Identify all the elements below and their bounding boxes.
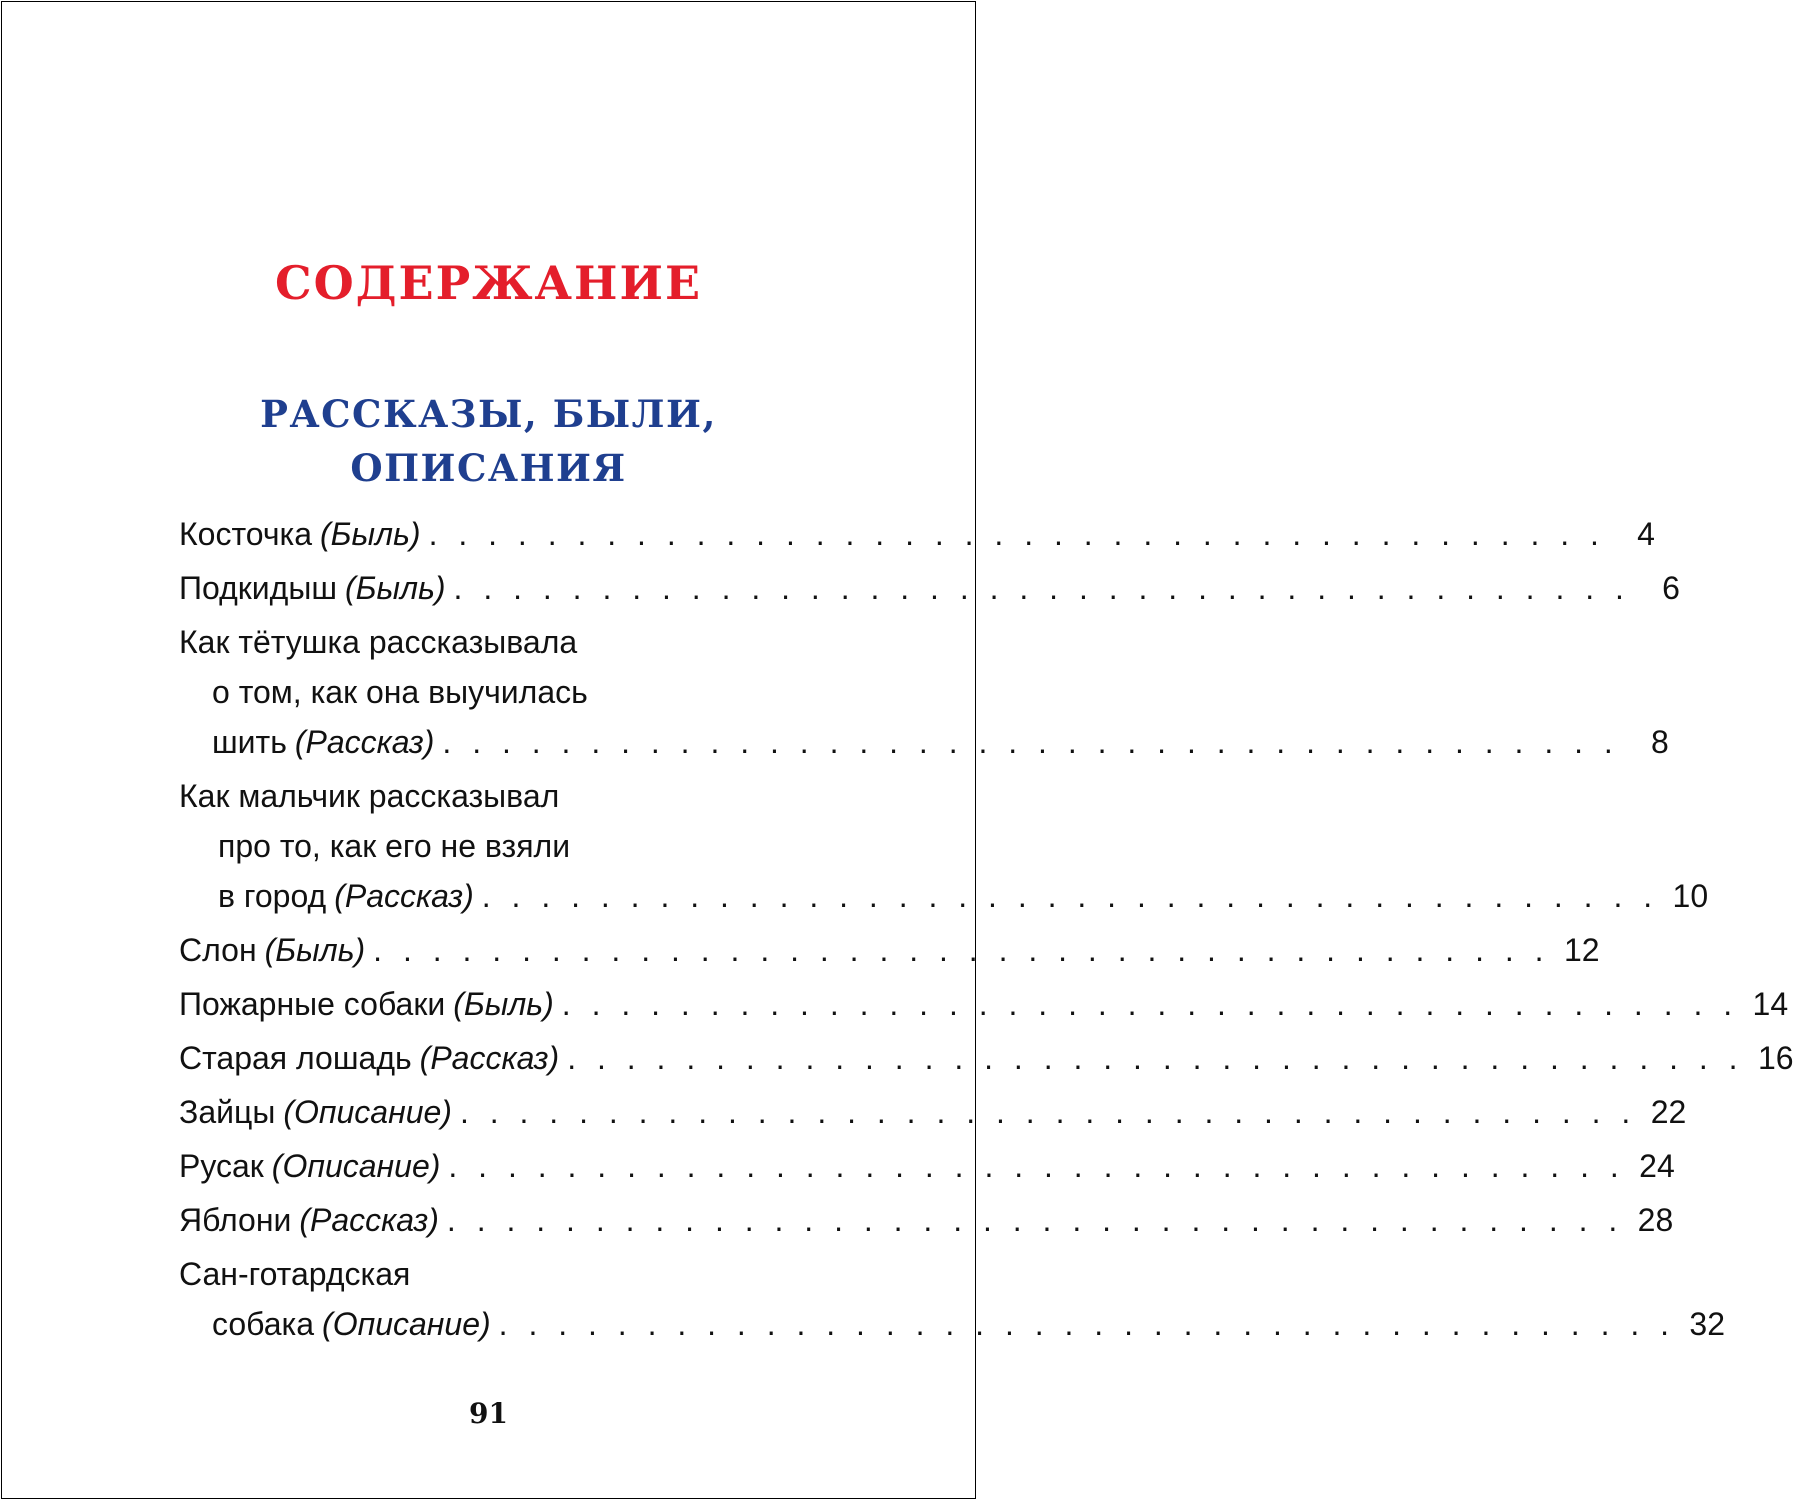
toc-entry-genre: (Описание) xyxy=(271,1148,441,1184)
toc-entry-line xyxy=(179,925,1600,975)
toc-entry-title: собака xyxy=(212,1306,315,1342)
toc-entry[interactable] xyxy=(179,1195,1674,1245)
toc-leader-dots: . . . . . . . . . . . . . . . . . . . . . . . . . . . . . . . . . . . . . . . . xyxy=(448,1148,1625,1184)
toc-entry-line xyxy=(179,1087,1687,1137)
toc-entry-title: Яблони xyxy=(179,1202,292,1238)
toc-leader-dots: . . . . . . . . . . . . . . . . . . . . . . . . . . . . . . . . . . . . . . . . xyxy=(428,516,1605,552)
toc-entry-page: 14 xyxy=(1752,986,1789,1022)
toc-entry-title: Русак xyxy=(179,1148,264,1184)
toc-entry-line xyxy=(179,1299,1726,1349)
toc-entry-page: 10 xyxy=(1672,878,1709,914)
toc-entry-genre: (Описание) xyxy=(283,1094,452,1130)
toc-leader-dots: . . . . . . . . . . . . . . . . . . . . . . . . . . . . . . . . . . . . . . . . xyxy=(453,570,1630,606)
toc-entry-line xyxy=(179,1195,1674,1245)
toc-entry[interactable] xyxy=(179,617,1669,767)
toc-entry-genre: (Рассказ) xyxy=(299,1202,439,1238)
table-of-contents xyxy=(179,509,1794,1353)
toc-entry[interactable] xyxy=(179,1141,1675,1191)
toc-entry-page: 8 xyxy=(1650,724,1669,760)
toc-entry-line xyxy=(179,1033,1794,1083)
toc-entry-page: 32 xyxy=(1689,1306,1726,1342)
toc-entry[interactable] xyxy=(179,771,1709,921)
toc-leader-dots: . . . . . . . . . . . . . . . . . . . . . . . . . . . . . . . . . . . . . . . . xyxy=(459,1094,1637,1130)
section-heading-line-1: РАССКАЗЫ, БЫЛИ, xyxy=(260,392,717,436)
toc-entry-genre: (Рассказ) xyxy=(419,1040,560,1076)
toc-leader-dots: . . . . . . . . . . . . . . . . . . . . . . . . . . . . . . . . . . . . . . . . xyxy=(567,1040,1744,1076)
toc-leader-dots: . . . . . . . . . . . . . . . . . . . . . . . . . . . . . . . . . . . . . . . . xyxy=(498,1306,1676,1342)
toc-entry-title: в город xyxy=(218,878,327,914)
toc-entry-line: о том, как она выучилась xyxy=(212,674,588,710)
toc-leader-dots: . . . . . . . . . . . . . . . . . . . . . . . . . . . . . . . . . . . . . . . . xyxy=(481,878,1659,914)
page-number: 91 xyxy=(469,1397,508,1430)
toc-entry-genre: (Рассказ) xyxy=(334,878,474,914)
toc-entry-line: Как мальчик рассказывал xyxy=(179,778,560,814)
toc-entry-title: Пожарные собаки xyxy=(179,986,446,1022)
toc-entry-page: 12 xyxy=(1563,932,1600,968)
toc-leader-dots: . . . . . . . . . . . . . . . . . . . . . . . . . . . . . . . . . . . . . . . . xyxy=(442,724,1619,760)
toc-entry-line xyxy=(179,1141,1675,1191)
toc-entry-line xyxy=(179,563,1680,613)
toc-entry-title: Слон xyxy=(179,932,257,968)
toc-entry-line xyxy=(179,509,1655,559)
toc-entry[interactable] xyxy=(179,563,1680,613)
toc-entry-genre: (Быль) xyxy=(453,986,554,1022)
toc-entry-page: 28 xyxy=(1637,1202,1674,1238)
toc-entry-line: Сан-готардская xyxy=(179,1256,411,1292)
toc-entry-page: 24 xyxy=(1639,1148,1675,1184)
toc-leader-dots: . . . . . . . . . . . . . . . . . . . . . . . . . . . . . . . . . . . . . . . . xyxy=(373,932,1550,968)
toc-entry-line xyxy=(179,717,1669,767)
toc-entry-genre: (Быль) xyxy=(320,516,421,552)
toc-leader-dots: . . . . . . . . . . . . . . . . . . . . . . . . . . . . . . . . . . . . . . . . xyxy=(446,1202,1624,1238)
toc-entry-title: Зайцы xyxy=(179,1094,276,1130)
toc-entry-line: про то, как его не взяли xyxy=(218,828,571,864)
toc-entry[interactable] xyxy=(179,979,1789,1029)
page-title: СОДЕРЖАНИЕ xyxy=(274,256,703,310)
section-heading xyxy=(2,387,975,495)
toc-leader-dots: . . . . . . . . . . . . . . . . . . . . . . . . . . . . . . . . . . . . . . . . xyxy=(561,986,1739,1022)
toc-entry-title: Подкидыш xyxy=(179,570,337,606)
toc-entry-page: 22 xyxy=(1650,1094,1687,1130)
toc-entry[interactable] xyxy=(179,925,1600,975)
toc-entry-title: Косточка xyxy=(179,516,312,552)
toc-entry[interactable] xyxy=(179,1087,1687,1137)
toc-entry-page: 16 xyxy=(1757,1040,1794,1076)
toc-entry-line xyxy=(179,871,1709,921)
toc-entry-genre: (Быль) xyxy=(264,932,366,968)
toc-entry-genre: (Описание) xyxy=(322,1306,491,1342)
book-page xyxy=(1,1,1794,1499)
toc-entry-line xyxy=(179,979,1789,1029)
toc-entry-page: 4 xyxy=(1637,516,1655,552)
toc-entry[interactable] xyxy=(179,1033,1794,1083)
toc-entry[interactable] xyxy=(179,1249,1726,1349)
toc-entry-title: Старая лошадь xyxy=(179,1040,412,1076)
toc-entry-page: 6 xyxy=(1662,570,1680,606)
toc-entry-title: шить xyxy=(212,724,287,760)
toc-entry-genre: (Рассказ) xyxy=(294,724,435,760)
toc-entry-line: Как тётушка рассказывала xyxy=(179,624,578,660)
toc-entry[interactable] xyxy=(179,509,1655,559)
toc-entry-genre: (Быль) xyxy=(344,570,446,606)
section-heading-line-2: ОПИСАНИЯ xyxy=(350,446,627,490)
